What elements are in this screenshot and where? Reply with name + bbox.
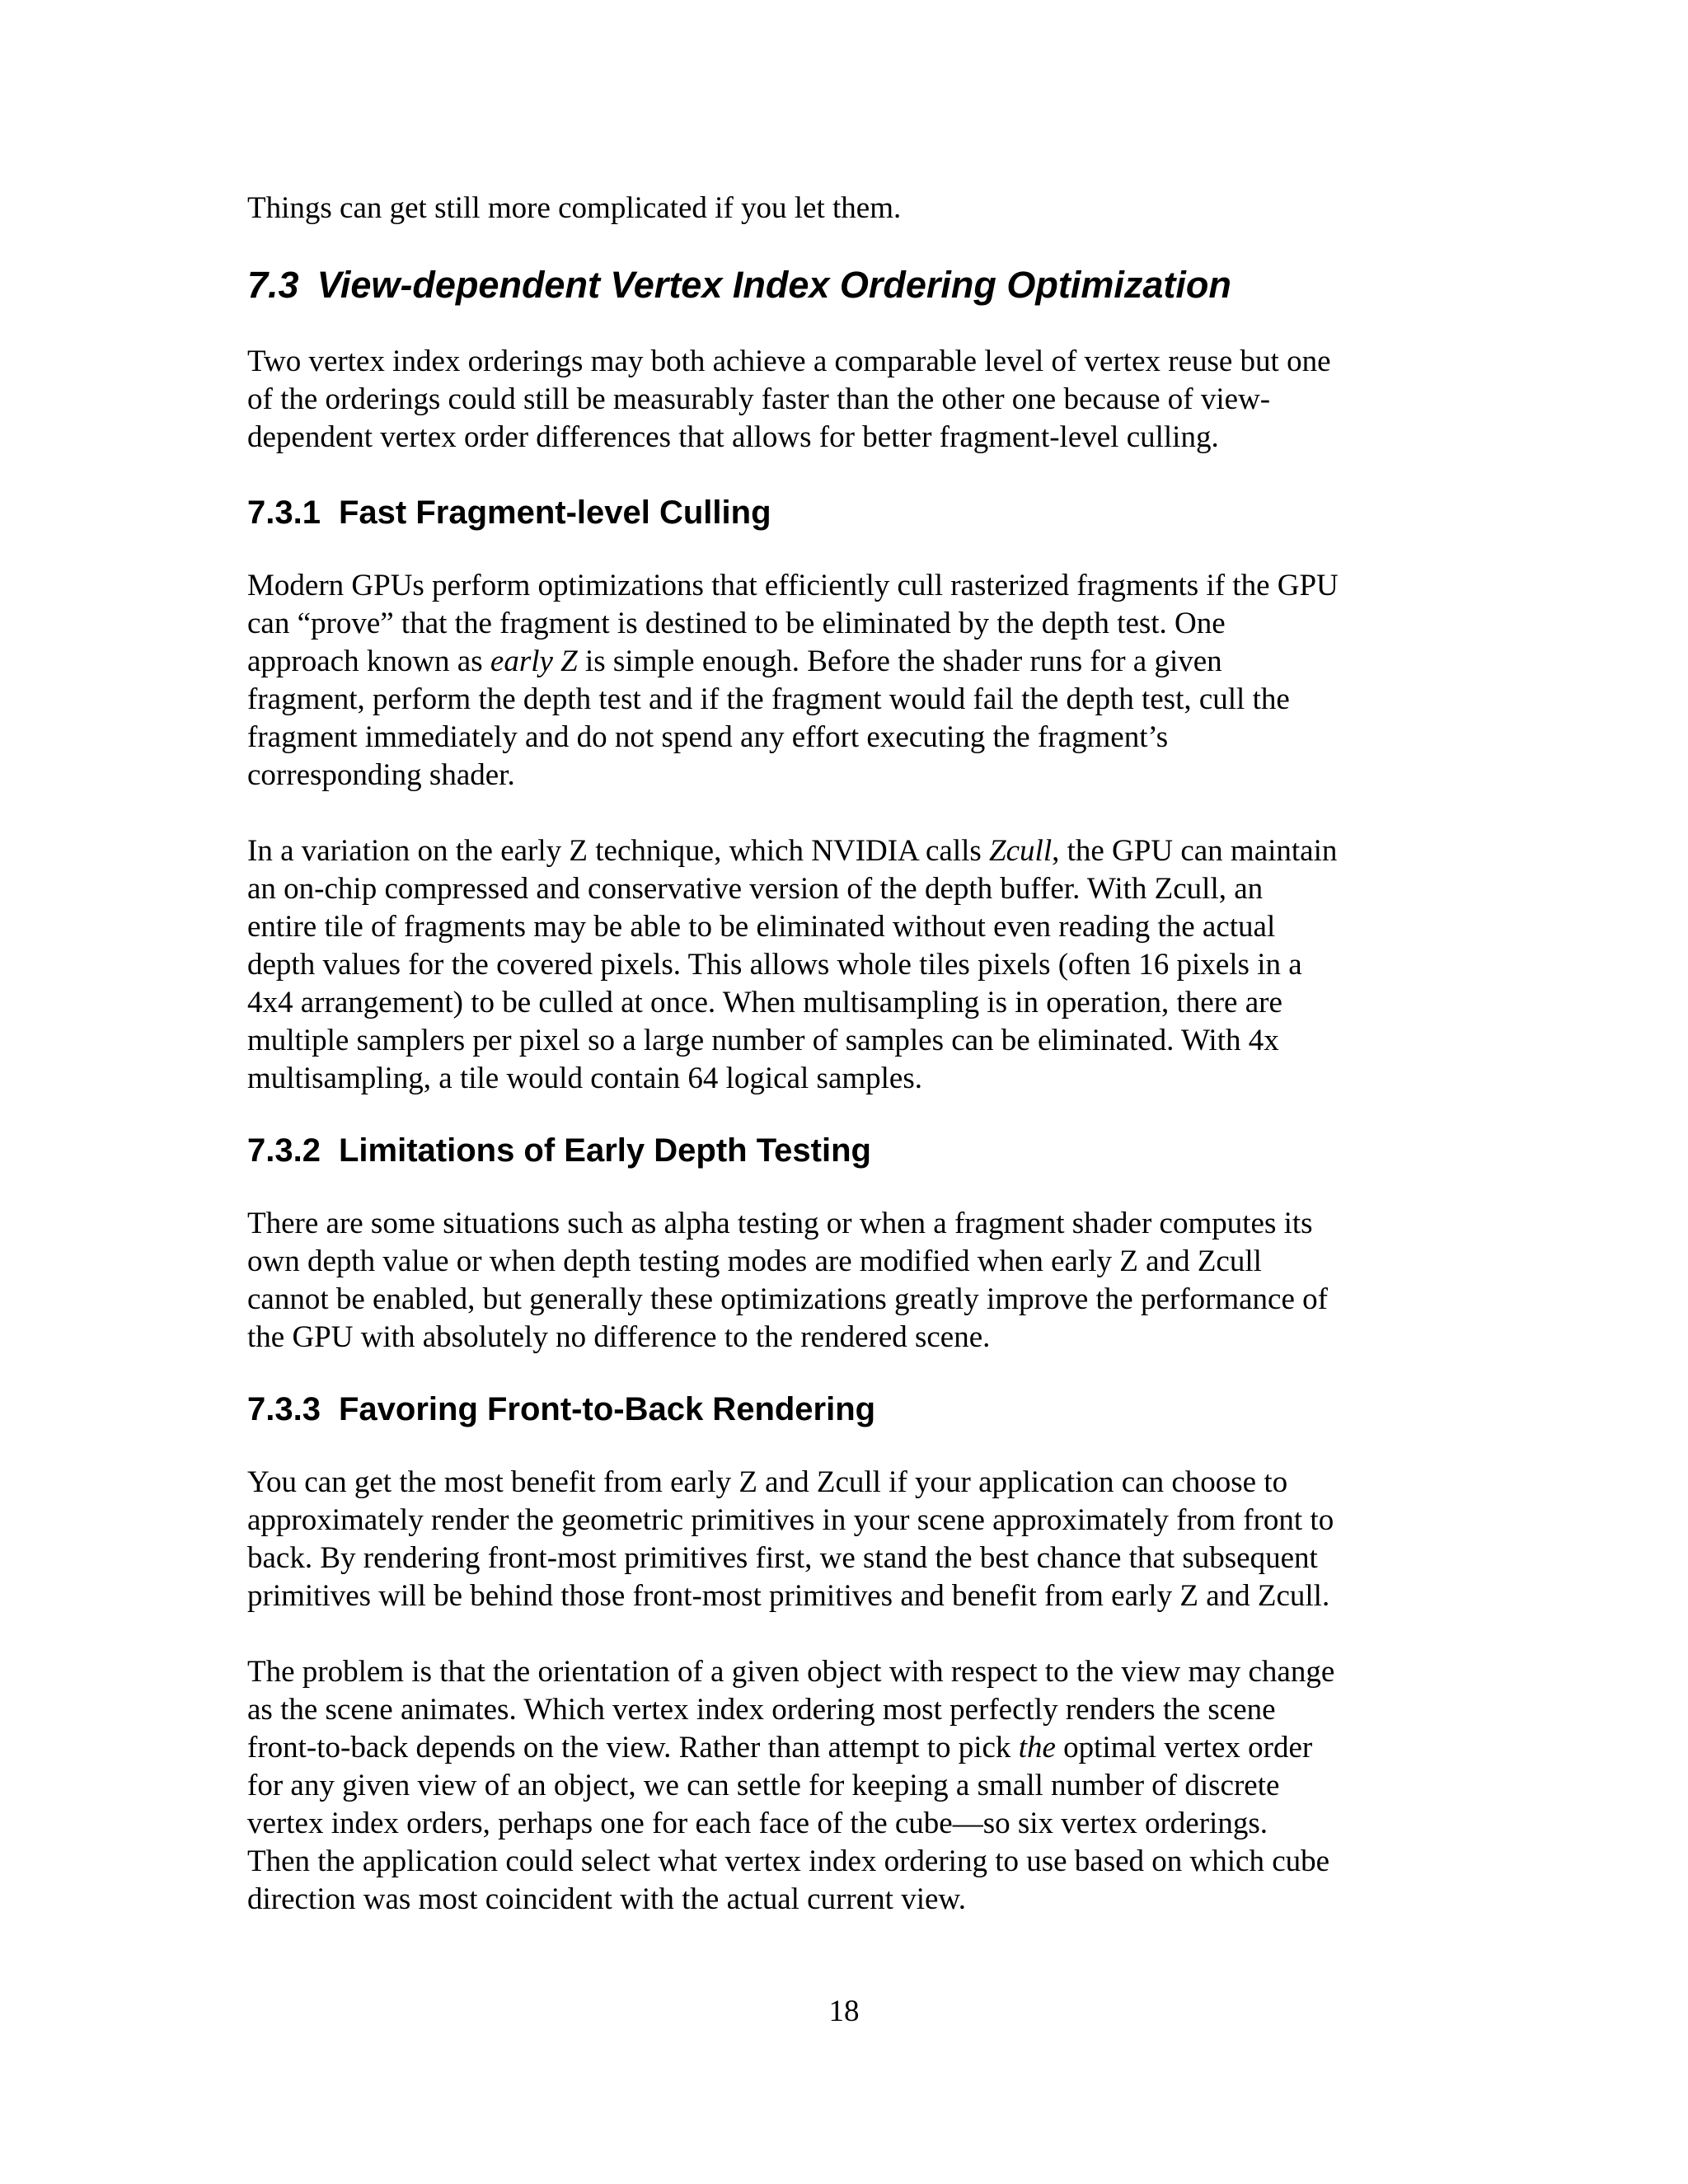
text-line: direction was most coincident with the actual current view. — [247, 1882, 966, 1916]
section-7-3-3-heading — [247, 1390, 1467, 1429]
text-line: of the orderings could still be measurably faster than the other one because of view- — [247, 382, 1271, 416]
intro-paragraph — [247, 190, 1467, 227]
section-number: 7.3.1 — [247, 494, 321, 531]
section-7-3-paragraph — [247, 343, 1467, 457]
text-line: 4x4 arrangement) to be culled at once. When multisampling is in operation, there are — [247, 986, 1282, 1019]
text-line: vertex index orders, perhaps one for each face of the cube—so six vertex orderings. — [247, 1807, 1268, 1840]
intro-line: Things can get still more complicated if you let them. — [247, 191, 902, 225]
limitations-paragraph — [247, 1205, 1467, 1357]
culling-paragraph-1 — [247, 567, 1467, 794]
section-number: 7.3 — [247, 264, 299, 306]
text-line: an on-chip compressed and conservative version of the depth buffer. With Zcull, an — [247, 872, 1264, 906]
document-page — [247, 190, 1467, 1919]
front-to-back-paragraph-1 — [247, 1464, 1467, 1615]
text-line: back. By rendering front-most primitives first, we stand the best chance that subsequent — [247, 1541, 1318, 1575]
section-7-3-heading — [247, 264, 1467, 307]
text-line: There are some situations such as alpha testing or when a fragment shader computes its — [247, 1207, 1313, 1240]
text-line: cannot be enabled, but generally these optimizations greatly improve the performance of — [247, 1282, 1328, 1316]
front-to-back-paragraph-2 — [247, 1653, 1467, 1919]
culling-paragraph-2 — [247, 832, 1467, 1098]
section-number: 7.3.2 — [247, 1132, 321, 1169]
text-line: for any given view of an object, we can settle for keeping a small number of discrete — [247, 1769, 1280, 1802]
text-line: multiple samplers per pixel so a large number of samples can be eliminated. With 4x — [247, 1024, 1279, 1057]
text-line — [247, 643, 1467, 681]
text-line: own depth value or when depth testing modes are modified when early Z and Zcull — [247, 1244, 1262, 1278]
text-line: fragment, perform the depth test and if the fragment would fail the depth test, cull the — [247, 682, 1290, 716]
section-title: Favoring Front-to-Back Rendering — [338, 1391, 876, 1427]
text-line: primitives will be behind those front-most primitives and benefit from early Z and Zcull. — [247, 1579, 1330, 1613]
text-line: Two vertex index orderings may both achieve a comparable level of vertex reuse but one — [247, 344, 1331, 378]
text-line: Modern GPUs perform optimizations that efficiently cull rasterized fragments if the GPU — [247, 569, 1339, 602]
text-run: In a variation on the early Z technique, which NVIDIA calls — [247, 834, 990, 868]
text-run: optimal vertex order — [1055, 1731, 1313, 1765]
text-line: multisampling, a tile would contain 64 logical samples. — [247, 1062, 923, 1095]
text-run: is simple enough. Before the shader runs for a given — [577, 644, 1222, 678]
text-line: can “prove” that the fragment is destined to be eliminated by the depth test. One — [247, 607, 1226, 640]
text-line: Then the application could select what vertex index ordering to use based on which cube — [247, 1844, 1330, 1878]
emphasis-the: the — [1018, 1731, 1056, 1765]
text-run: approach known as — [247, 644, 490, 678]
text-line: dependent vertex order differences that allows for better fragment-level culling. — [247, 420, 1219, 454]
text-line: The problem is that the orientation of a given object with respect to the view may change — [247, 1655, 1335, 1689]
text-run: front-to-back depends on the view. Rather than attempt to pick — [247, 1731, 1019, 1765]
text-line: corresponding shader. — [247, 758, 515, 792]
text-line: You can get the most benefit from early Z and Zcull if your application can choose to — [247, 1465, 1288, 1499]
emphasis-early-z: early Z — [490, 644, 578, 678]
text-line: fragment immediately and do not spend any effort executing the fragment’s — [247, 720, 1169, 754]
text-line: entire tile of fragments may be able to be eliminated without even reading the actual — [247, 910, 1276, 944]
section-7-3-2-heading — [247, 1131, 1467, 1170]
text-run: , the GPU can maintain — [1052, 834, 1338, 868]
section-title: Fast Fragment-level Culling — [338, 494, 771, 531]
section-title: View-dependent Vertex Index Ordering Optimization — [316, 264, 1231, 306]
text-line — [247, 1729, 1467, 1767]
text-line — [247, 832, 1467, 870]
text-line: depth values for the covered pixels. This allows whole tiles pixels (often 16 pixels in a — [247, 948, 1302, 982]
text-line: approximately render the geometric primitives in your scene approximately from front to — [247, 1503, 1334, 1537]
emphasis-zcull: Zcull — [989, 834, 1053, 868]
text-line: the GPU with absolutely no difference to the rendered scene. — [247, 1320, 991, 1354]
text-line: as the scene animates. Which vertex index ordering most perfectly renders the scene — [247, 1693, 1276, 1727]
section-number: 7.3.3 — [247, 1391, 321, 1427]
section-7-3-1-heading — [247, 493, 1467, 532]
page-number: 18 — [828, 1994, 860, 2028]
section-title: Limitations of Early Depth Testing — [338, 1132, 871, 1169]
